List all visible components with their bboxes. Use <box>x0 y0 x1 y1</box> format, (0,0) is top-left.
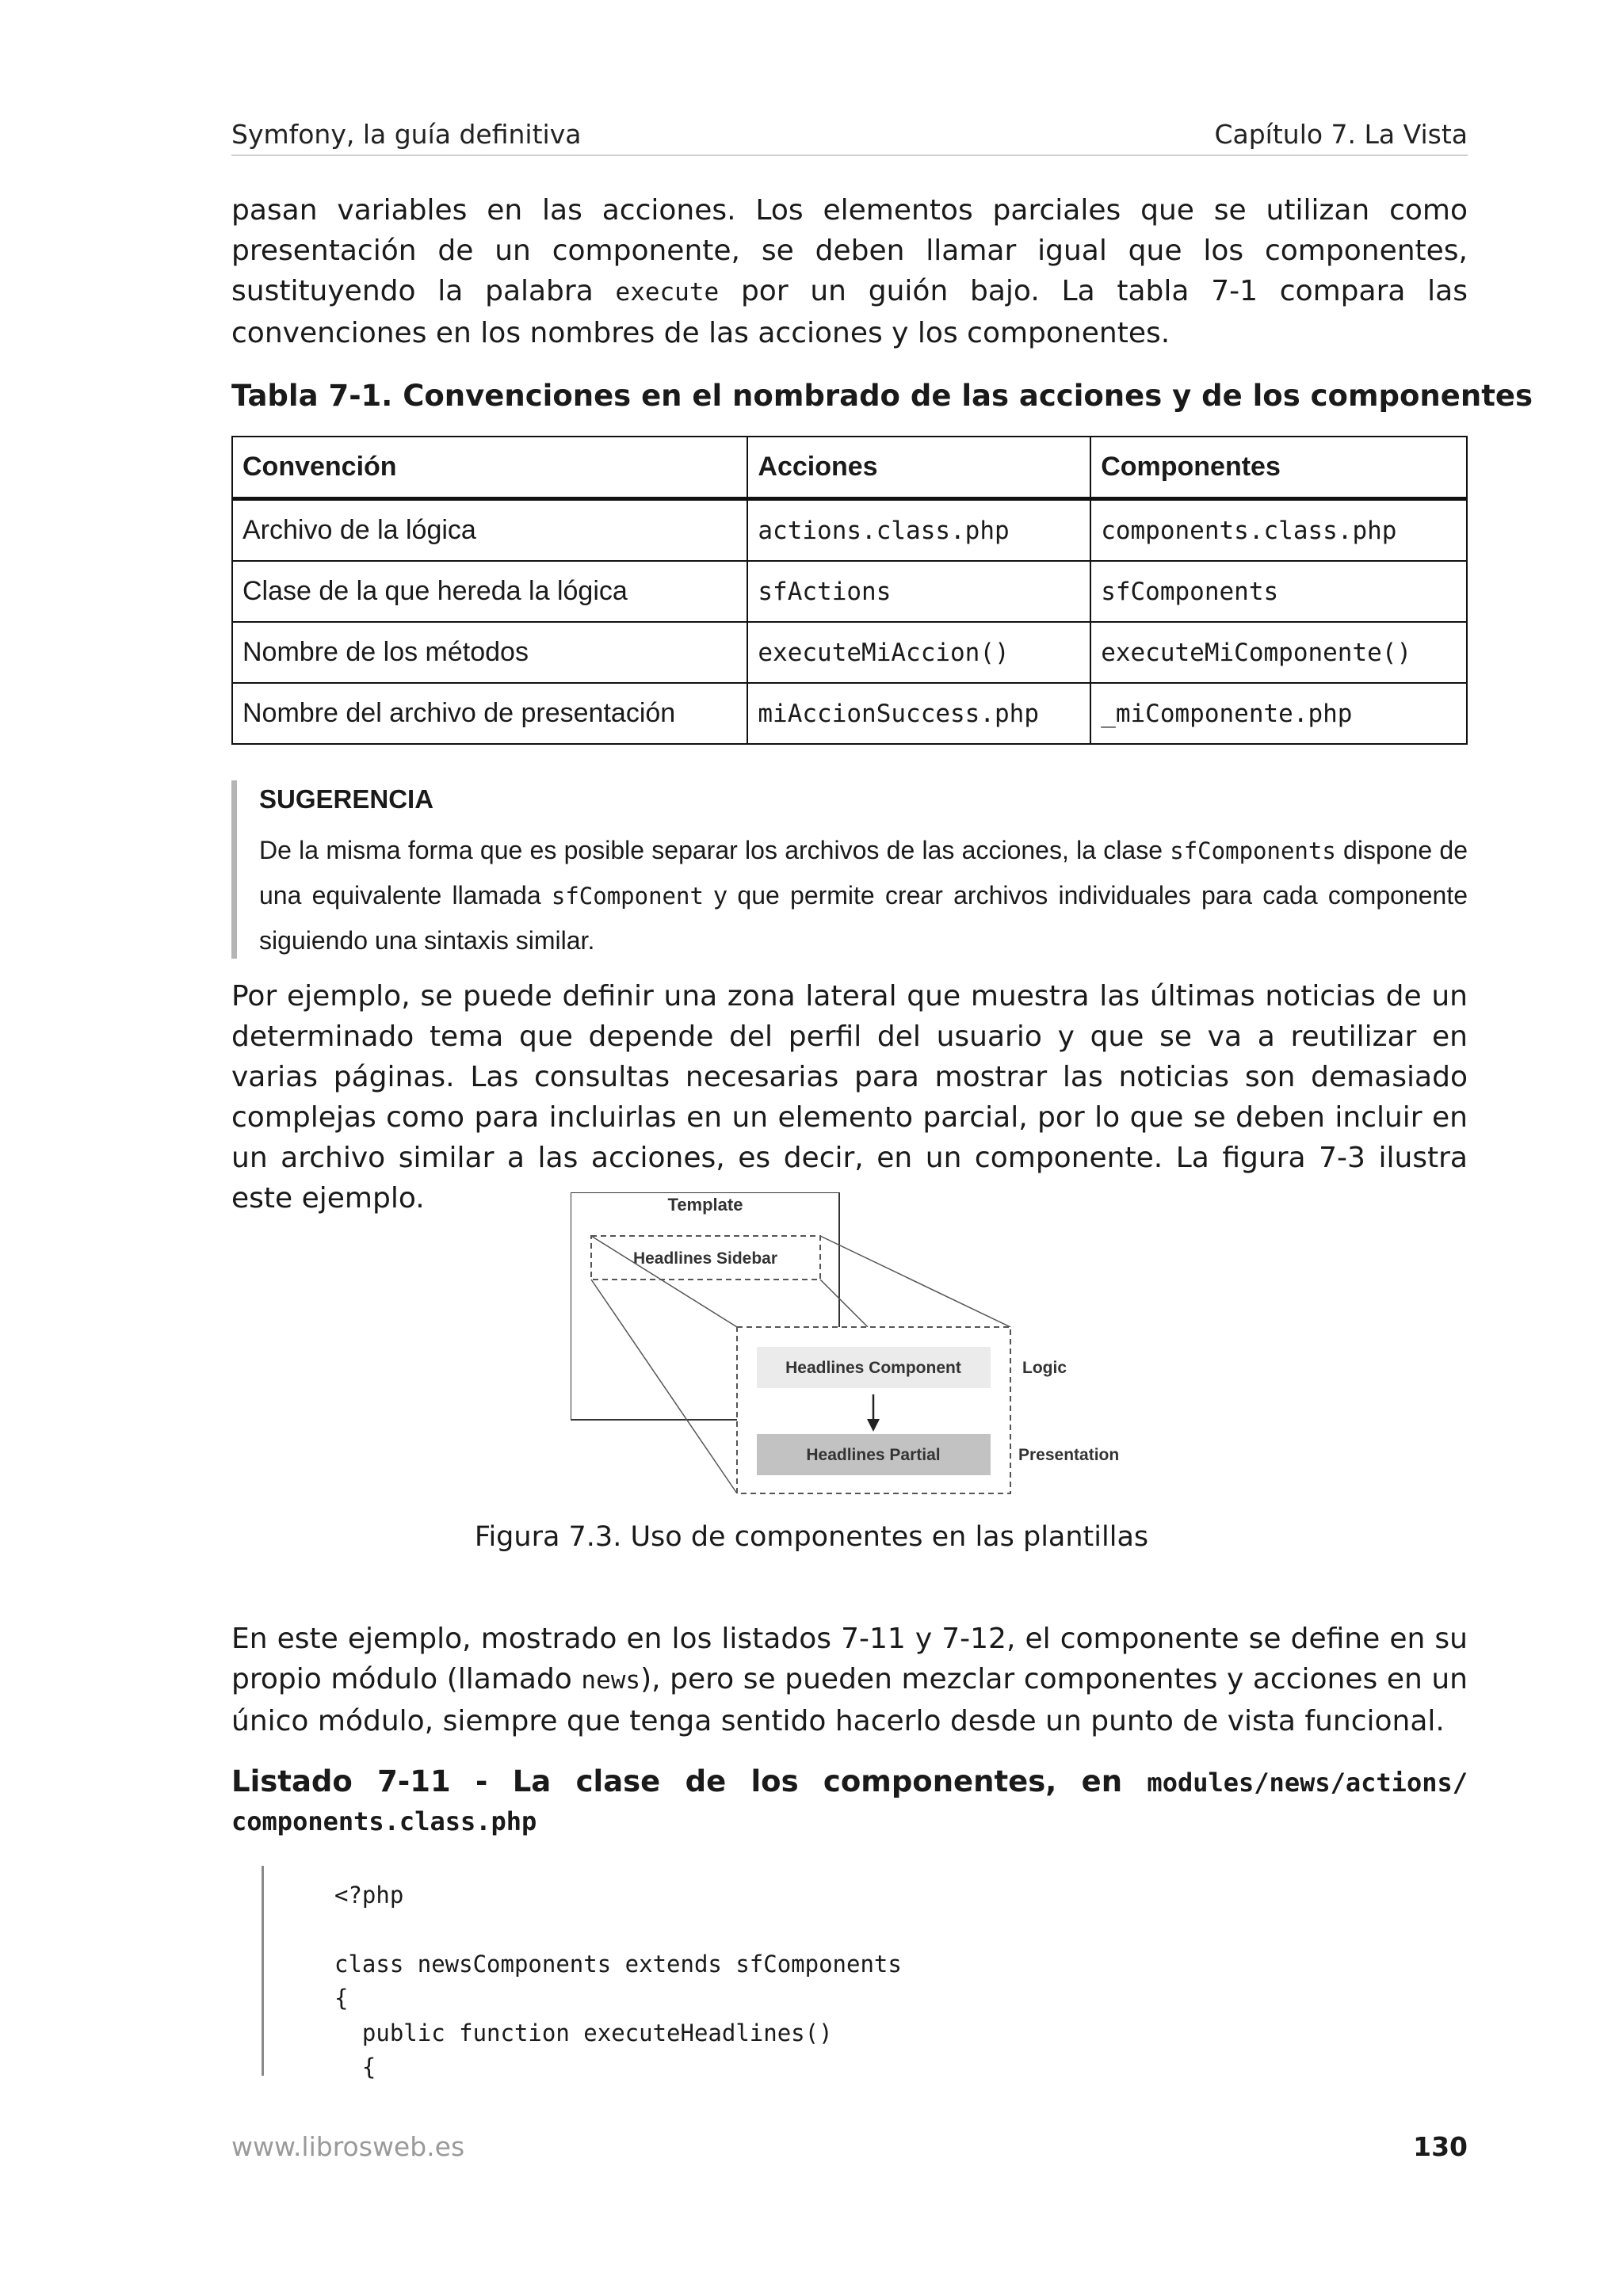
component-label: Headlines Component <box>785 1359 961 1377</box>
table-cell: Archivo de la lógica <box>232 499 747 562</box>
inline-code-sfcomponents: sfComponents <box>1170 837 1336 864</box>
code-line: { <box>334 2054 376 2081</box>
table-caption: Tabla 7-1. Convenciones en el nombrado de las acciones y de los componentes <box>231 379 1533 413</box>
listing-path-continued: components.class.php <box>231 1806 537 1836</box>
projection-line <box>820 1236 1010 1327</box>
code-line: class newsComponents extends sfComponents <box>334 1951 902 1978</box>
table-cell: Nombre del archivo de presentación <box>232 683 747 744</box>
table-cell: Nombre de los métodos <box>232 622 747 683</box>
tip-title: SUGERENCIA <box>259 784 434 814</box>
header-divider <box>231 154 1468 156</box>
column-header: Convención <box>232 437 747 499</box>
table-cell: sfComponents <box>1090 561 1467 622</box>
module-paragraph: En este ejemplo, mostrado en los listados 7-11 y 7-12, el componente se define en su propio módulo (llamado news), pero se pueden mezclar componentes y acciones en un único módulo, siempre que tenga sentido hacerlo desde un punto de vista funcional. <box>231 1623 1468 1737</box>
logic-label: Logic <box>1022 1359 1067 1377</box>
table-row <box>232 622 1467 683</box>
code-line: <?php <box>334 1882 404 1909</box>
inline-code-execute: execute <box>615 278 720 307</box>
table-cell: _miComponente.php <box>1090 683 1467 744</box>
table-cell: executeMiAccion() <box>747 622 1090 683</box>
table-cell: executeMiComponente() <box>1090 622 1467 683</box>
projection-line <box>820 1280 868 1327</box>
code-line: { <box>334 1985 349 2012</box>
conventions-table <box>231 436 1468 745</box>
column-header: Componentes <box>1090 437 1467 499</box>
table-cell: actions.class.php <box>747 499 1090 562</box>
listing-path: modules/news/actions/ <box>1147 1768 1468 1798</box>
inline-code-sfcomponent: sfComponent <box>551 883 704 910</box>
page-number: 130 <box>1413 2131 1468 2162</box>
table-row <box>232 561 1467 622</box>
components-diagram <box>571 1192 1141 1509</box>
table-cell: components.class.php <box>1090 499 1467 562</box>
running-header-title: Symfony, la guía definitiva <box>231 119 582 150</box>
table-cell: miAccionSuccess.php <box>747 683 1090 744</box>
sidebar-label: Headlines Sidebar <box>632 1249 778 1268</box>
table-row <box>232 683 1467 744</box>
table-cell: Clase de la que hereda la lógica <box>232 561 747 622</box>
column-header: Acciones <box>747 437 1090 499</box>
projection-line <box>591 1280 737 1493</box>
template-label: Template <box>667 1195 743 1215</box>
listing-title: Listado 7-11 - La clase de los componentes, en modules/news/actions/ <box>231 1764 1468 1798</box>
partial-label: Headlines Partial <box>806 1446 941 1464</box>
tip-text: De la misma forma que es posible separar los archivos de las acciones, la clase sfComponents dispone de una equivalente llamada sfComponent y que permite crear archivos individuales para cada componente siguiendo una sintaxis similar. <box>259 836 1468 955</box>
footer-website: www.librosweb.es <box>231 2131 465 2162</box>
tip-side-bar <box>231 780 237 959</box>
code-line: public function executeHeadlines() <box>334 2019 833 2046</box>
running-header-chapter: Capítulo 7. La Vista <box>1214 119 1468 150</box>
code-side-bar <box>262 1866 264 2076</box>
figure-caption: Figura 7.3. Uso de componentes en las plantillas <box>474 1521 1149 1553</box>
table-row <box>232 499 1467 562</box>
inline-code-news: news <box>581 1666 641 1695</box>
table-header-row <box>232 437 1467 499</box>
example-paragraph: Por ejemplo, se puede definir una zona lateral que muestra las últimas noticias de un determinado tema que depende del perfil del usuario y que se va a reutilizar en varias páginas. Las consultas necesarias para mostrar las noticias son demasiado complejas como para incluirlas en un elemento parcial, por lo que se deben incluir en un archivo similar a las acciones, es decir, en un componente. La figura 7-3 ilustra este ejemplo. <box>231 980 1468 1215</box>
intro-paragraph: pasan variables en las acciones. Los elementos parciales que se utilizan como presentación de un componente, se deben llamar igual que los componentes, sustituyendo la palabra execute por un guión bajo. La tabla 7-1 compara las convenciones en los nombres de las acciones y los componentes. <box>231 194 1468 349</box>
table-cell: sfActions <box>747 561 1090 622</box>
presentation-label: Presentation <box>1018 1446 1120 1464</box>
